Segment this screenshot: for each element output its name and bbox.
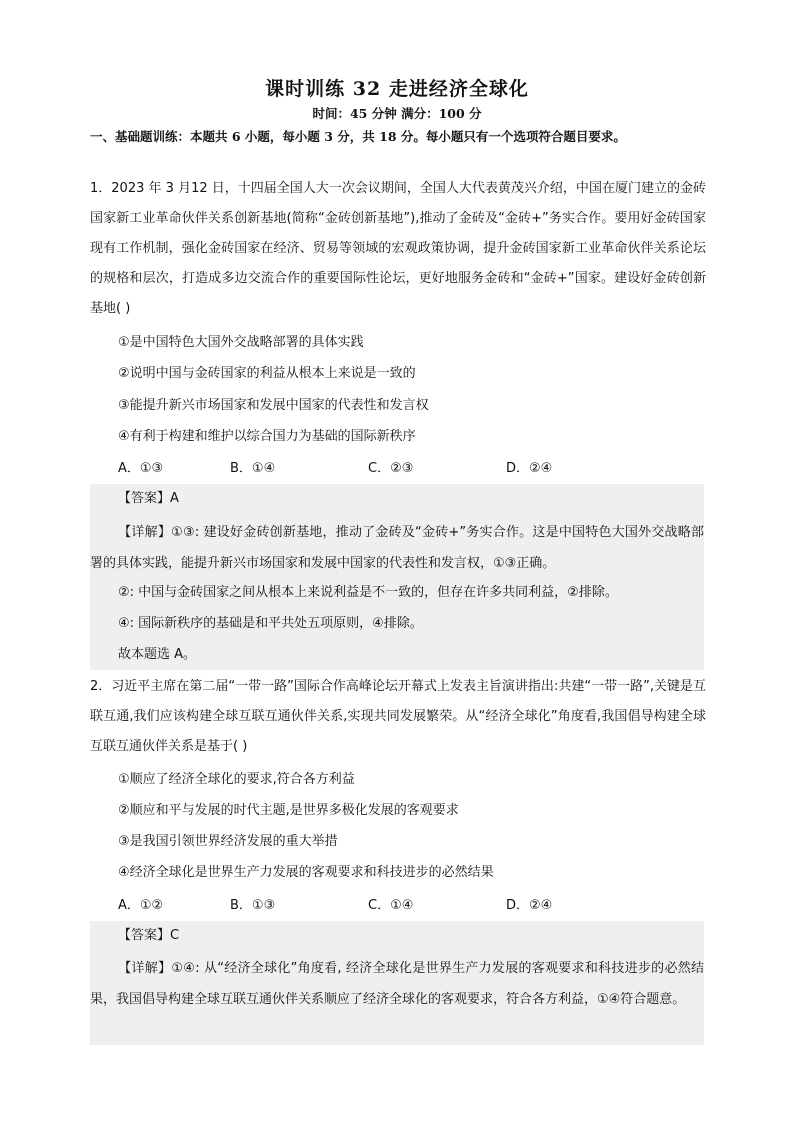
question-2-option: ④经济全球化是世界生产力发展的客观要求和科技进步的必然结果 xyxy=(118,865,494,880)
choice-c: C．②③ xyxy=(368,461,414,476)
section-heading: 一、基础题训练：本题共 6 小题，每小题 3 分，共 18 分。每小题只有一个选项符合题目要求。 xyxy=(90,129,626,144)
question-2-explanation: 【详解】①④: 从“经济全球化”角度看, 经济全球化是世界生产力发展的客观要求和科技进步的必然结果，我国倡导构建全球互联互通伙伴关系顺应了经济全球化的客观要求，符合各方利益，①④符合题意。 xyxy=(90,961,704,1007)
question-1-explanation: 【详解】①③: 建设好金砖创新基地，推动了金砖及“金砖+”务实合作。这是中国特色大国外交战略部署的具体实践，能提升新兴市场国家和发展中国家的代表性和发言权，①③正确。 xyxy=(90,525,704,571)
question-1-option: ④有利于构建和维护以综合国力为基础的国际新秩序 xyxy=(118,429,416,444)
question-1-option: ②说明中国与金砖国家的利益从根本上来说是一致的 xyxy=(118,366,416,381)
question-2-option: ③是我国引领世界经济发展的重大举措 xyxy=(118,834,338,849)
choice-c: C．①④ xyxy=(368,898,414,913)
question-1-option: ①是中国特色大国外交战略部署的具体实践 xyxy=(118,335,364,350)
question-2-answer-box xyxy=(90,921,704,1045)
question-1-answer: 【答案】A xyxy=(118,491,179,506)
choice-b: B．①③ xyxy=(230,898,276,913)
choice-d: D．②④ xyxy=(506,461,553,476)
question-1-explanation: ②: 中国与金砖国家之间从根本上来说利益是不一致的，但存在许多共同利益，②排除。 xyxy=(118,585,618,600)
question-1-option: ③能提升新兴市场国家和发展中国家的代表性和发言权 xyxy=(118,398,429,413)
choice-d: D．②④ xyxy=(506,898,553,913)
question-2-option: ②顺应和平与发展的时代主题,是世界多极化发展的客观要求 xyxy=(118,803,459,818)
question-1-explanation: ④: 国际新秩序的基础是和平共处五项原则，④排除。 xyxy=(118,616,423,631)
question-1-explanation: 故本题选 A。 xyxy=(118,647,197,662)
choice-a: A．①③ xyxy=(118,461,164,476)
question-1-choices xyxy=(118,457,678,479)
question-2-answer: 【答案】C xyxy=(118,928,180,943)
question-2-stem: 2．习近平主席在第二届“一带一路”国际合作高峰论坛开幕式上发表主旨演讲指出:共建“一带一路”,关键是互联互通,我们应该构建全球互联互通伙伴关系,实现共同发展繁荣。从“经济全球化”角度看,我国倡导构建全球互联互通伙伴关系是基于( ) xyxy=(90,679,706,754)
exam-info: 时间：45 分钟 满分：100 分 xyxy=(312,106,482,121)
choice-b: B．①④ xyxy=(230,461,276,476)
question-1-stem: 1．2023 年 3 月12 日，十四届全国人大一次会议期间，全国人大代表黄茂兴介绍，中国在厦门建立的金砖国家新工业革命伙伴关系创新基地(简称“金砖创新基地”),推动了金砖及“金砖+”务实合作。要用好金砖国家现有工作机制，强化金砖国家在经济、贸易等领域的宏观政策协调，提升金砖国家新工业革命伙伴关系论坛的规格和层次，打造成多边交流合作的重要国际性论坛，更好地服务金砖和“金砖+”国家。建设好金砖创新基地( ) xyxy=(90,181,706,316)
question-2-choices xyxy=(118,894,678,916)
question-1-answer-box xyxy=(90,484,704,670)
question-2-option: ①顺应了经济全球化的要求,符合各方利益 xyxy=(118,772,355,787)
choice-a: A．①② xyxy=(118,898,164,913)
page-title: 课时训练 32 走进经济全球化 xyxy=(265,78,529,100)
